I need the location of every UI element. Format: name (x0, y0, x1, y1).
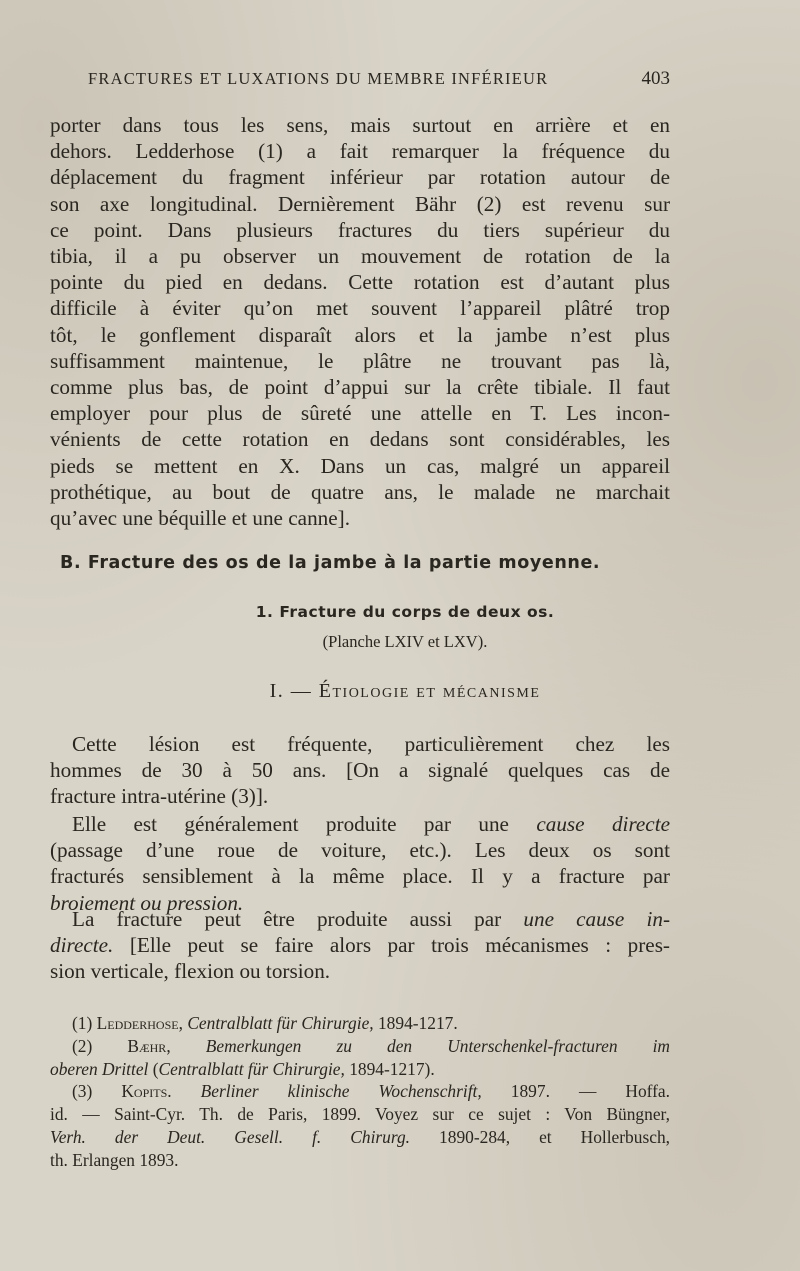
footnote-marker: (3) (72, 1081, 93, 1102)
footnote-ref: 1894-1217. (373, 1013, 458, 1033)
emphasis: broiement ou pression. (50, 890, 244, 915)
footnote-ref: 1897. — Hoffa. (481, 1081, 670, 1102)
running-title: FRACTURES ET LUXATIONS DU MEMBRE INFÉRIEUR (88, 69, 549, 88)
text-line: pointe du pied en dedans. Cette rotation est d’autant plus (50, 270, 670, 295)
footnote-author: Ledderhose, (96, 1013, 183, 1033)
footnote-3-line-3 (50, 1126, 670, 1149)
text-span: La fracture peut être produite aussi par (72, 907, 502, 931)
etiology-paragraph-1 (50, 731, 670, 810)
footnote-ref: 1894-1217). (344, 1058, 435, 1079)
footnote-paren: ( (148, 1058, 159, 1079)
footnote-title: Bemerkungen zu den Unterschenkel-fracturen im (205, 1035, 670, 1056)
text-line (50, 932, 670, 958)
text-line: difficile à éviter qu’on met souvent l’appareil plâtré trop (50, 296, 670, 321)
etiology-paragraph-3 (50, 906, 670, 985)
footnote-title: Verh. der Deut. Gesell. f. Chirurg. (50, 1126, 411, 1147)
footnote-author: Kopits. (121, 1081, 172, 1102)
text-span: [Elle peut se faire alors par trois mécanismes : pres- (113, 933, 670, 958)
text-line: dehors. Ledderhose (1) a fait remarquer la fréquence du (50, 139, 670, 164)
plate-reference: (Planche LXIV et LXV). (322, 632, 488, 651)
footnote-marker: (2) (72, 1035, 93, 1056)
intro-paragraph (50, 112, 670, 531)
footnote-title: Centralblatt für Chirurgie, (187, 1013, 374, 1033)
footnote-2-line-2 (50, 1058, 670, 1081)
footnote-ref: 1890-284, et Hollerbusch, (410, 1126, 670, 1147)
text-line (50, 731, 670, 757)
footnote-author: Bæhr, (127, 1035, 171, 1056)
text-line: porter dans tous les sens, mais surtout en arrière et en (50, 113, 670, 137)
chapter-number: I. — (269, 680, 313, 702)
footnote-3-line-2: id. — Saint-Cyr. Th. de Paris, 1899. Voyez sur ce sujet : Von Büngner, (50, 1104, 670, 1125)
emphasis: une cause in- (523, 907, 670, 931)
footnote-2-line-1 (50, 1035, 670, 1058)
text-line: vénients de cette rotation en dedans sont considérables, les (50, 427, 670, 452)
text-line: fracture intra-utérine (3)]. (50, 784, 269, 809)
text-line: fracturés sensiblement à la même place. Il y a fracture par (50, 864, 670, 889)
subsection-heading: 1. Fracture du corps de deux os. (255, 603, 555, 621)
footnote-1 (50, 1012, 670, 1035)
section-heading: B. Fracture des os de la jambe à la partie moyenne. (60, 553, 601, 573)
etiology-paragraph-2 (50, 811, 670, 916)
text-span: Elle est généralement produite par une (72, 812, 509, 836)
page-number: 403 (641, 68, 670, 89)
text-line: son axe longitudinal. Dernièrement Bähr (2) est revenu sur (50, 191, 670, 216)
footnote-title: Centralblatt für Chirurgie, (158, 1058, 345, 1079)
footnote-title: Berliner klinische Wochenschrift, (200, 1081, 482, 1102)
text-line: tibia, il a pu observer un mouvement de rotation de la (50, 244, 670, 269)
text-line (50, 906, 670, 932)
running-header (88, 68, 670, 96)
chapter-heading (0, 680, 800, 703)
text-line (50, 811, 670, 837)
text-line: déplacement du fragment inférieur par rotation autour de (50, 165, 670, 190)
text-line: comme plus bas, de point d’appui sur la crête tibiale. Il faut (50, 375, 670, 400)
text-line: suffisamment maintenue, le plâtre ne trouvant pas là, (50, 348, 670, 373)
footnote-3-line-4: th. Erlangen 1893. (50, 1149, 179, 1170)
emphasis: cause directe (536, 812, 671, 836)
chapter-title: Étiologie et mécanisme (318, 680, 541, 702)
footnotes (50, 1012, 670, 1172)
emphasis: directe. (50, 933, 114, 958)
text-line: qu’avec une béquille et une canne]. (50, 506, 351, 531)
text-line: ce point. Dans plusieurs fractures du tiers supérieur du (50, 217, 670, 242)
text-line: sion verticale, flexion ou torsion. (50, 959, 331, 984)
text-line: prothétique, au bout de quatre ans, le malade ne marchait (50, 479, 670, 504)
footnote-3-line-1 (50, 1080, 670, 1103)
text-line: (passage d’une roue de voiture, etc.). Les deux os sont (50, 838, 670, 863)
text-line: pieds se mettent en X. Dans un cas, malgré un appareil (50, 453, 670, 478)
text-line: tôt, le gonflement disparaît alors et la jambe n’est plus (50, 322, 670, 347)
text-line: employer pour plus de sûreté une attelle en T. Les incon- (50, 401, 670, 426)
footnote-title: oberen Drittel (50, 1058, 149, 1079)
footnote-marker: (1) (72, 1013, 93, 1033)
text-span: Cette lésion est fréquente, particulièrement chez les (72, 732, 670, 756)
text-line: hommes de 30 à 50 ans. [On a signalé quelques cas de (50, 758, 670, 783)
